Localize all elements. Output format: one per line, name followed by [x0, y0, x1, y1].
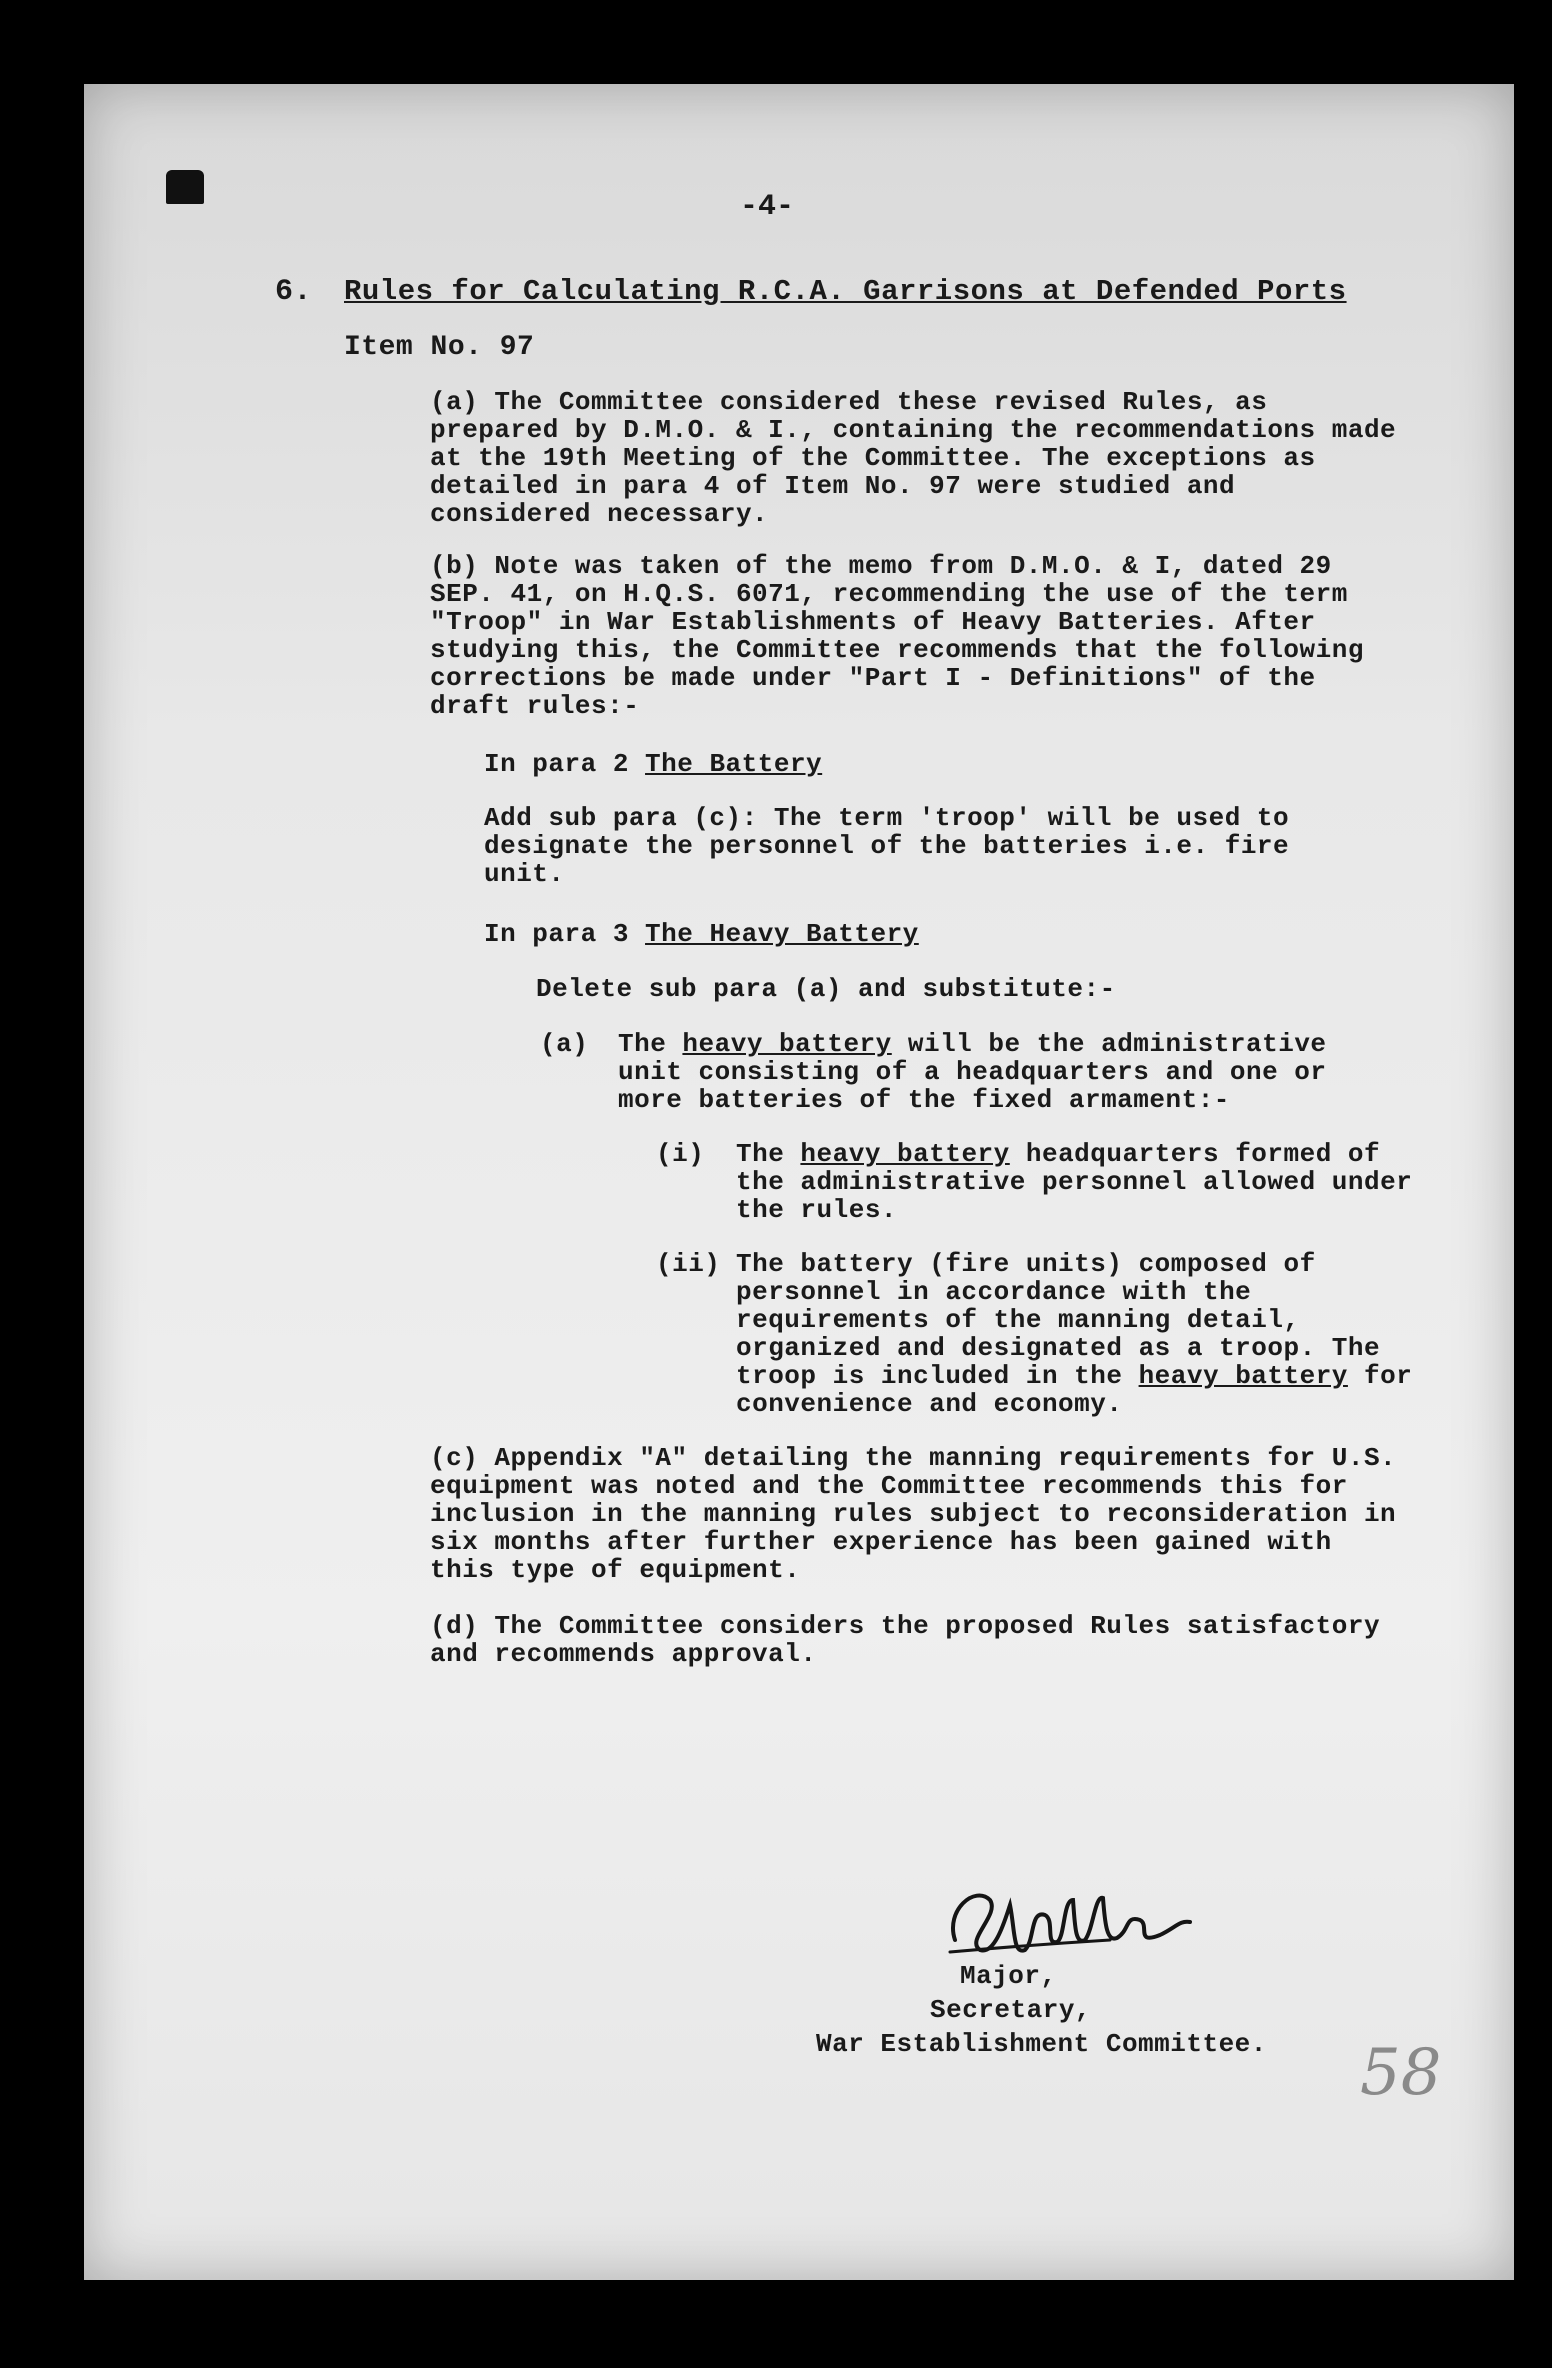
subpara-a-before: The: [618, 1029, 683, 1059]
page-number: -4-: [740, 190, 795, 224]
binder-tab: [166, 170, 204, 204]
subpara-ii-term: heavy battery: [1138, 1361, 1348, 1391]
paragraph-c: (c) Appendix "A" detailing the manning requirements for U.S. equipment was noted and the Committee recommends this for inclusion in the manning rules subject to reconsideration in six months after further experience has been gained with this type of equipment.: [430, 1443, 1397, 1585]
handwritten-signature: [935, 1870, 1195, 1970]
para-3-heading: [484, 920, 919, 948]
subpara-i-after: headquarters formed of the administrative personnel allowed under the rules.: [736, 1139, 1413, 1225]
subpara-a-after: will be the administrative unit consisting of a headquarters and one or more batteries of the fixed armament:-: [618, 1029, 1327, 1115]
signatory-rank: Major,: [960, 1961, 1057, 1991]
para-2-prefix: In para 2: [484, 749, 646, 779]
paragraph-d: (d) The Committee considers the proposed Rules satisfactory and recommends approval.: [430, 1611, 1381, 1669]
section-title: Rules for Calculating R.C.A. Garrisons at Defended Ports: [344, 275, 1347, 308]
item-number: Item No. 97: [344, 332, 535, 363]
subpara-a-term: heavy battery: [682, 1029, 892, 1059]
subpara-a-label: (a): [540, 1029, 589, 1059]
subpara-ii-before: The battery (fire units) composed of personnel in accordance with the requirements of the manning detail, organized and designated as a troop. The troop is included in the: [736, 1249, 1381, 1391]
para-2-add-text: Add sub para (c): The term 'troop' will be used to designate the personnel of the batteries i.e. fire unit.: [484, 803, 1290, 889]
subpara-ii-text: [736, 1250, 1436, 1418]
para-3-prefix: In para 3: [484, 919, 646, 949]
subpara-ii-after: for convenience and economy.: [736, 1361, 1413, 1419]
subpara-i-label: (i): [656, 1139, 705, 1169]
para-3-delete-text: Delete sub para (a) and substitute:-: [536, 974, 1116, 1004]
para-2-title: The Battery: [645, 749, 823, 779]
paragraph-b: (b) Note was taken of the memo from D.M.O. & I, dated 29 SEP. 41, on H.Q.S. 6071, recommending the use of the term "Troop" in War Establishments of Heavy Batteries. After studying this, the Committee recommends that the following corrections be made under "Part I - Definitions" of the draft rules:-: [430, 551, 1364, 721]
signatory-role: Secretary,: [930, 1995, 1092, 2025]
subpara-a-text: [618, 1030, 1378, 1114]
paragraph-a: (a) The Committee considered these revised Rules, as prepared by D.M.O. & I., containing the recommendations made at the 19th Meeting of the Committee. The exceptions as detailed in para 4 of Item No. 97 were studied and considered necessary.: [430, 387, 1397, 529]
subpara-i-text: [736, 1140, 1436, 1224]
subpara-ii-label: (ii): [656, 1249, 721, 1279]
pencil-annotation: 58: [1360, 2036, 1442, 2110]
para-2-heading: [484, 750, 822, 778]
subpara-i-before: The: [736, 1139, 801, 1169]
section-number: 6.: [275, 275, 313, 309]
signatory-committee: War Establishment Committee.: [816, 2029, 1267, 2059]
para-3-title: The Heavy Battery: [645, 919, 919, 949]
subpara-i-term: heavy battery: [800, 1139, 1010, 1169]
